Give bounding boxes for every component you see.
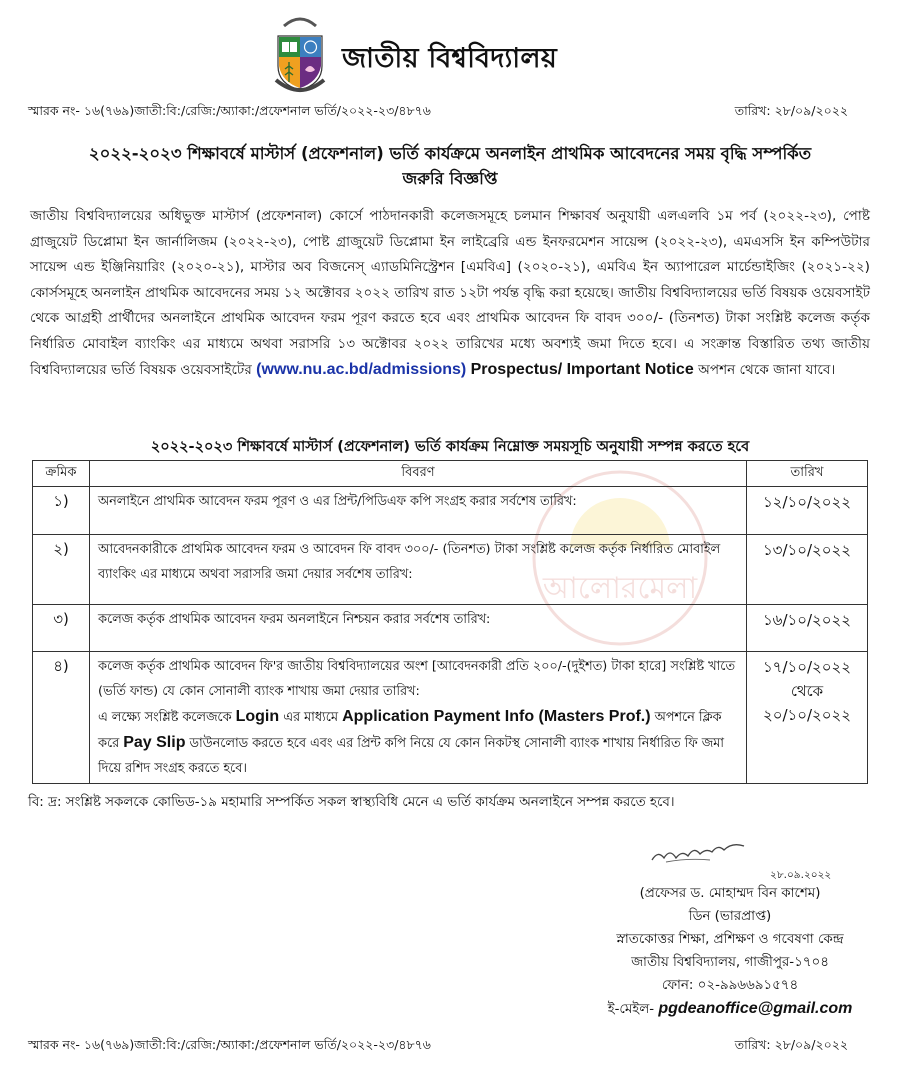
row-description: অনলাইনে প্রাথমিক আবেদন ফরম পূরণ ও এর প্রিন্ট/পিডিএফ কপি সংগ্রহ করার সর্বশেষ তারিখ: <box>90 487 747 535</box>
row-instruction <box>98 704 738 781</box>
signature-date: ২৮.০৯.২০২২ <box>770 869 832 881</box>
table-row <box>33 605 868 652</box>
header-serial: ক্রমিক <box>33 461 90 487</box>
notice-title-line2: জরুরি বিজ্ঞপ্তি <box>402 169 498 188</box>
signatory-email-line <box>580 997 880 1021</box>
instruction-mid: এর মাধ্যমে <box>283 710 339 725</box>
signatory-office: স্নাতকোত্তর শিক্ষা, প্রশিক্ষণ ও গবেষণা কেন্দ্র <box>616 932 844 947</box>
memo-date-value: ২৮/০৯/২০২২ <box>774 103 848 118</box>
notice-body-text: জাতীয় বিশ্ববিদ্যালয়ের অধিভুক্ত মাস্টার্স (প্রফেশনাল) কোর্সে পাঠদানকারী কলেজসমূহে চলমান শিক্ষাবর্ষ অনুযায়ী এলএলবি ১ম পর্ব (২০২২-২৩), পোষ্ট গ্রাজুয়েট ডিপ্লোমা ইন জার্নালিজম (২০২২-২৩), পোষ্ট গ্রাজুয়েট ডিপ্লোমা ইন লাইব্রেরি এন্ড ইনফরমেশন সায়েন্স (২০২২-২৩), এমএসসি ইন কম্পিউটার সায়েন্স এন্ড ইঞ্জিনিয়ারিং (২০২০-২১), মাস্টার অব বিজনেস্ এ্যাডমিনিস্ট্রেশন [এমবিএ] (২০২০-২১), এমবিএ ইন অ্যাপারেল মার্চেন্ডাইজিং (২০২১-২২) কোর্সসমূহে অনলাইন প্রাথমিক আবেদনের সময় ১২ অক্টোবর ২০২২ তারিখ রাত ১২টা পর্যন্ত বৃদ্ধি করা হয়েছে। জাতীয় বিশ্ববিদ্যালয়ের ভর্তি বিষয়ক ওয়েবসাইট থেকে আগ্রহী প্রার্থীদের অনলাইনে প্রাথমিক আবেদন ফরম পূরণ করতে হবে এবং প্রাথমিক আবেদন ফি বাবদ ৩০০/- (তিনশত) টাকা সংশ্লিষ্ট কলেজ কর্তৃক নির্ধারিত মোবাইল ব্যাংকিং এর মাধ্যমে অথবা সরাসরি ১৩ অক্টোবর ২০২২ তারিখের মধ্যে অবশ্যই জমা দিতে হবে। এ সংক্রান্ত বিস্তারিত তথ্য জাতীয় বিশ্ববিদ্যালয়ের ভর্তি বিষয়ক ওয়েবসাইটের <box>30 208 870 378</box>
memo-date-label: তারিখ: <box>734 103 771 118</box>
row-date-range <box>747 652 868 784</box>
row-date: ১৬/১০/২০২২ <box>747 605 868 652</box>
memo-reference-bottom <box>28 1037 431 1057</box>
payslip-term: Pay Slip <box>123 734 186 751</box>
notice-title <box>0 141 900 191</box>
login-term: Login <box>235 708 280 725</box>
instruction-pre: এ লক্ষ্যে সংশ্লিষ্ট কলেজকে <box>98 710 232 725</box>
row-description: আবেদনকারীকে প্রাথমিক আবেদন ফরম ও আবেদন ফি বাবদ ৩০০/- (তিনশত) টাকা সংশ্লিষ্ট কলেজ কর্তৃক নির্ধারিত মোবাইল ব্যাংকিং এর মাধ্যমে অথবা সরাসরি জমা দেয়ার সর্বশেষ তারিখ: <box>90 535 747 605</box>
row-date: ১২/১০/২০২২ <box>747 487 868 535</box>
row-serial: ৩) <box>33 605 90 652</box>
table-row <box>33 652 868 784</box>
row-description <box>90 652 747 784</box>
schedule-table <box>32 460 868 784</box>
memo-reference-label: স্মারক নং- <box>28 103 80 118</box>
signatory-title: ডিন (ভারপ্রাপ্ত) <box>688 909 772 924</box>
covid-note: বি: দ্র: সংশ্লিষ্ট সকলকে কোভিড-১৯ মহামারি সম্পর্কিত সকল স্বাস্থ্যবিধি মেনে এ ভর্তি কার্যক্রম অনলাইনে সম্পন্ন করতে হবে। <box>28 795 675 810</box>
signatory-phone: ফোন: ০২-৯৯৬৬৯১৫৭৪ <box>661 978 799 993</box>
row-date-to: ২০/১০/২০২২ <box>762 706 852 724</box>
university-logo <box>270 14 330 96</box>
row-date: ১৩/১০/২০২২ <box>747 535 868 605</box>
admissions-link[interactable]: (www.nu.ac.bd/admissions) <box>256 361 467 378</box>
memo-reference-number: ১৬(৭৬৯)জাতী:বি:/রেজি:/অ্যাকা:/প্রফেশনাল ভর্তি/২০২২-২৩/৪৮৭৬ <box>83 103 431 118</box>
memo-date-value: ২৮/০৯/২০২২ <box>774 1037 848 1052</box>
memo-reference-number: ১৬(৭৬৯)জাতী:বি:/রেজি:/অ্যাকা:/প্রফেশনাল ভর্তি/২০২২-২৩/৪৮৭৬ <box>83 1037 431 1052</box>
instruction-post: ডাউনলোড করতে হবে এবং এর প্রিন্ট কপি নিয়ে যে কোন নিকটস্থ সোনালী ব্যাংক শাখায় নির্ধারিত ফি জমা দিয়ে রশিদ সংগ্রহ করতে হবে। <box>98 736 724 776</box>
notice-body-tail: অপশন থেকে জানা যাবে। <box>698 362 836 378</box>
signatory-name: (প্রফেসর ড. মোহাম্মদ বিন কাশেম) <box>639 886 821 901</box>
row-serial: ৪) <box>33 652 90 784</box>
memo-reference <box>28 103 431 123</box>
memo-reference-label: স্মারক নং- <box>28 1037 80 1052</box>
university-name: জাতীয় বিশ্ববিদ্যালয় <box>342 43 558 74</box>
header-description: বিবরণ <box>90 461 747 487</box>
table-row <box>33 535 868 605</box>
option-name: Prospectus/ Important Notice <box>470 361 694 378</box>
row-date-from: ১৭/১০/২০২২ <box>762 658 852 676</box>
row-description: কলেজ কর্তৃক প্রাথমিক আবেদন ফরম অনলাইনে নিশ্চয়ন করার সর্বশেষ তারিখ: <box>90 605 747 652</box>
signatory-block <box>580 882 880 1021</box>
signature <box>648 838 748 868</box>
menu-path-term: Application Payment Info (Masters Prof.) <box>342 708 651 725</box>
notice-title-line1: ২০২২-২০২৩ শিক্ষাবর্ষে মাস্টার্স (প্রফেশনাল) ভর্তি কার্যক্রমে অনলাইন প্রাথমিক আবেদনের সময় বৃদ্ধি সম্পর্কিত <box>88 144 812 163</box>
row-description-main: কলেজ কর্তৃক প্রাথমিক আবেদন ফি'র জাতীয় বিশ্ববিদ্যালয়ের অংশ [আবেদনকারী প্রতি ২০০/-(দুইশত) টাকা হারে] সংশ্লিষ্ট খাতে (ভর্তি ফান্ড) যে কোন সোনালী ব্যাংক শাখায় জমা দেয়ার তারিখ: <box>98 659 735 699</box>
row-date-joiner: থেকে <box>790 682 824 700</box>
instruction-mid2: অপশনে ক্লিক করে <box>98 710 722 751</box>
email-label: ই-মেইল- <box>607 1002 655 1017</box>
watermark-text: আলোরমেলা <box>542 571 698 606</box>
schedule-header-row <box>33 461 868 487</box>
email-address[interactable]: pgdeanoffice@gmail.com <box>658 1000 853 1017</box>
memo-date <box>735 103 848 123</box>
row-serial: ১) <box>33 487 90 535</box>
row-serial: ২) <box>33 535 90 605</box>
notice-body <box>30 204 870 384</box>
memo-date-bottom <box>735 1037 848 1057</box>
table-row <box>33 487 868 535</box>
memo-date-label: তারিখ: <box>734 1037 771 1052</box>
header-date: তারিখ <box>747 461 868 487</box>
schedule-title: ২০২২-২০২৩ শিক্ষাবর্ষে মাস্টার্স (প্রফেশনাল) ভর্তি কার্যক্রম নিম্নোক্ত সময়সূচি অনুযায়ী সম্পন্ন করতে হবে <box>150 439 750 455</box>
signatory-address: জাতীয় বিশ্ববিদ্যালয়, গাজীপুর-১৭০৪ <box>631 955 829 970</box>
